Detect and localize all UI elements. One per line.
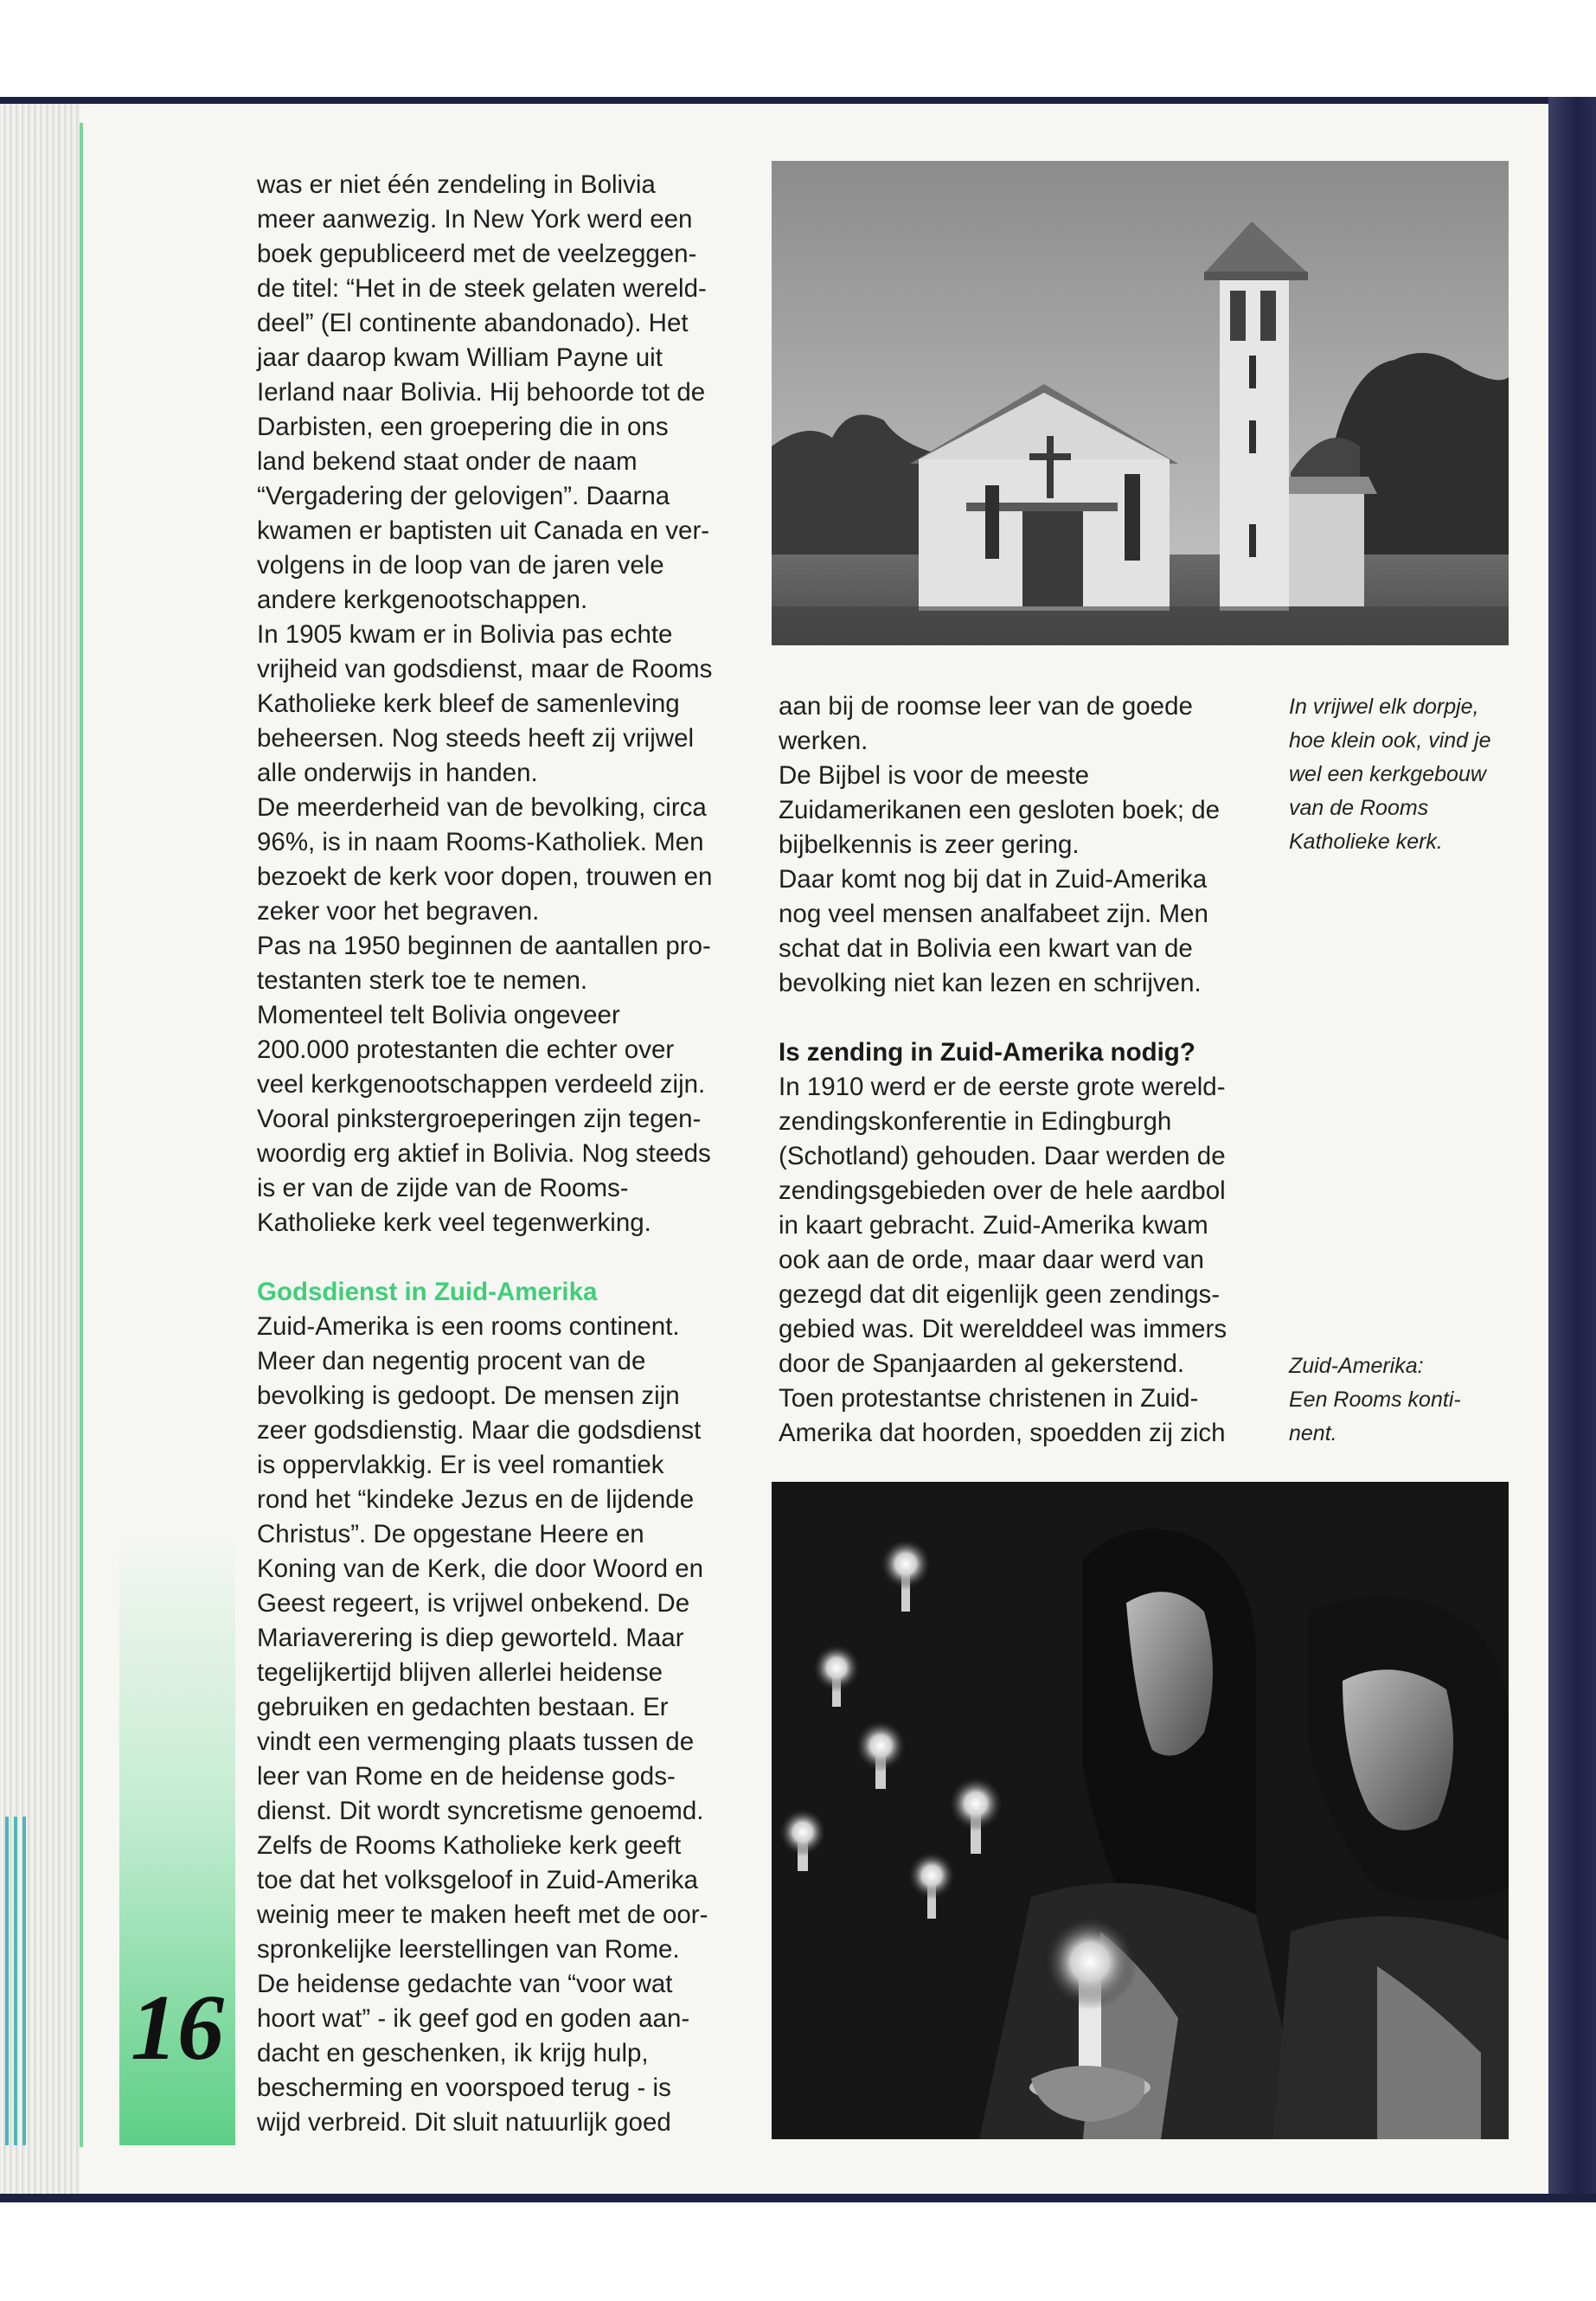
text-line: Zuidamerikanen een gesloten boek; de — [779, 796, 1221, 824]
text-line: Koning van de Kerk, die door Woord en — [257, 1554, 704, 1583]
text-line: beheersen. Nog steeds heeft zij vrijwel — [257, 724, 695, 753]
text-line: bezoekt de kerk voor dopen, trouwen en — [257, 862, 713, 891]
text-line: Katholieke kerk bleef de samenleving — [257, 689, 680, 718]
text-line: meer aanwezig. In New York werd een — [257, 205, 693, 234]
book-binding-right — [1548, 97, 1596, 2201]
text-line: is er van de zijde van de Rooms- — [257, 1174, 629, 1202]
text-line: In 1905 kwam er in Bolivia pas echte — [257, 620, 673, 649]
text-line: in kaart gebracht. Zuid-Amerika kwam — [779, 1211, 1208, 1240]
church-image — [772, 161, 1509, 645]
text-line: vindt een vermenging plaats tussen de — [257, 1727, 695, 1756]
text-line: wijd verbreid. Dit sluit natuurlijk goed — [257, 2108, 671, 2137]
paragraph — [257, 618, 724, 791]
book-binding-bottom — [0, 2194, 1596, 2202]
text-line: gezegd dat dit eigenlijk geen zendings- — [779, 1280, 1221, 1309]
text-line: De meerderheid van de bevolking, circa — [257, 793, 707, 822]
text-line: 96%, is in naam Rooms-Katholiek. Men — [257, 828, 704, 856]
text-line: In vrijwel elk dorpje, — [1289, 695, 1479, 719]
text-line: is oppervlakkig. Er is veel romantiek — [257, 1451, 664, 1479]
page-number: 16 — [131, 1977, 224, 2080]
text-line: zeer godsdienstig. Maar die godsdienst — [257, 1416, 702, 1445]
text-line: Zuid-Amerika: — [1289, 1354, 1424, 1378]
paragraph — [779, 1070, 1246, 1451]
text-line: Daar komt nog bij dat in Zuid-Amerika — [779, 865, 1208, 894]
text-line: “Vergadering der gelovigen”. Daarna — [257, 482, 670, 510]
text-line: Meer dan negentig procent van de — [257, 1347, 646, 1375]
text-line: gebruiken en gedachten bestaan. Er — [257, 1693, 669, 1721]
paragraph — [257, 1310, 724, 2140]
text-line: werken. — [779, 727, 869, 755]
text-line: De Bijbel is voor de meeste — [779, 761, 1090, 790]
middle-column — [779, 689, 1246, 1451]
text-line: bescherming en voorspoed terug - is — [257, 2073, 671, 2102]
caption-church — [1289, 690, 1490, 859]
text-line: door de Spanjaarden al gekerstend. — [779, 1349, 1185, 1378]
text-line: was er niet één zendeling in Bolivia — [257, 170, 656, 199]
text-line: Ierland naar Bolivia. Hij behoorde tot de — [257, 378, 706, 407]
text-line: Darbisten, een groepering die in ons — [257, 413, 669, 441]
text-line: tegelijkertijd blijven allerlei heidense — [257, 1658, 663, 1687]
text-line: bevolking niet kan lezen en schrijven. — [779, 969, 1202, 997]
text-line: gebied was. Dit werelddeel was immers — [779, 1315, 1227, 1343]
text-line: weinig meer te maken heeft met de oor- — [257, 1900, 708, 1929]
text-line: kwamen er baptisten uit Canada en ver- — [257, 516, 710, 545]
text-line: De heidense gedachte van “voor wat — [257, 1970, 673, 1998]
paragraph — [257, 998, 724, 1240]
text-line: zendingsgebieden over de hele aardbol — [779, 1176, 1226, 1205]
text-line: nog veel mensen analfabeet zijn. Men — [779, 900, 1208, 928]
paragraph — [257, 791, 724, 929]
text-line: alle onderwijs in handen. — [257, 759, 538, 787]
candles-image — [772, 1482, 1509, 2139]
text-line: bijbelkennis is zeer gering. — [779, 830, 1080, 859]
section-heading-zending: Is zending in Zuid-Amerika nodig? — [779, 1038, 1195, 1067]
text-line: Amerika dat hoorden, spoedden zij zich — [779, 1419, 1226, 1447]
text-line: zeker voor het begraven. — [257, 897, 540, 926]
text-line: nent. — [1289, 1421, 1337, 1445]
text-line: hoe klein ook, vind je — [1289, 728, 1491, 753]
text-line: spronkelijke leerstellingen van Rome. — [257, 1935, 680, 1964]
text-line: Toen protestantse christenen in Zuid- — [779, 1384, 1199, 1413]
text-line: Katholieke kerk veel tegenwerking. — [257, 1208, 651, 1237]
text-line: aan bij de roomse leer van de goede — [779, 692, 1193, 721]
text-line: Mariaverering is diep geworteld. Maar — [257, 1624, 684, 1652]
text-line: testanten sterk toe te nemen. — [257, 966, 588, 995]
text-line: dacht en geschenken, ik krijg hulp, — [257, 2039, 649, 2067]
text-line: Katholieke kerk. — [1289, 830, 1443, 854]
paragraph — [779, 689, 1246, 759]
edge-color-marks — [2, 1817, 31, 2145]
paragraph — [779, 862, 1246, 1001]
paragraph — [257, 168, 724, 618]
text-line: woordig erg aktief in Bolivia. Nog steeds — [257, 1139, 711, 1168]
text-line: boek gepubliceerd met de veelzeggen- — [257, 240, 697, 268]
text-line: Geest regeert, is vrijwel onbekend. De — [257, 1589, 690, 1618]
text-line: Vooral pinkstergroeperingen zijn tegen- — [257, 1105, 702, 1133]
text-line: van de Rooms — [1289, 796, 1429, 820]
section-heading-godsdienst: Godsdienst in Zuid-Amerika — [257, 1278, 598, 1306]
text-line: dienst. Dit wordt syncretisme genoemd. — [257, 1797, 704, 1825]
text-line: Zuid-Amerika is een rooms continent. — [257, 1312, 680, 1341]
text-line: veel kerkgenootschappen verdeeld zijn. — [257, 1070, 706, 1099]
scan-top-margin — [0, 0, 1596, 97]
candles-photo — [772, 1482, 1509, 2139]
church-photo — [772, 161, 1509, 645]
text-line: Een Rooms konti- — [1289, 1388, 1461, 1412]
green-margin-rule — [80, 123, 83, 2147]
text-line: Christus”. De opgestane Heere en — [257, 1520, 644, 1548]
text-line: andere kerkgenootschappen. — [257, 586, 588, 614]
paragraph — [257, 929, 724, 998]
text-line: de titel: “Het in de steek gelaten wereld- — [257, 274, 707, 303]
text-line: hoort wat” - ik geef god en goden aan- — [257, 2004, 690, 2033]
text-line: land bekend staat onder de naam — [257, 447, 638, 476]
book-binding-top — [0, 97, 1596, 104]
text-line: jaar daarop kwam William Payne uit — [257, 343, 663, 372]
text-line: rond het “kindeke Jezus en de lijdende — [257, 1485, 695, 1514]
paragraph — [779, 759, 1246, 862]
text-line: 200.000 protestanten die echter over — [257, 1035, 675, 1064]
text-line: bevolking is gedoopt. De mensen zijn — [257, 1381, 680, 1410]
caption-candles — [1289, 1349, 1461, 1451]
text-line: vrijheid van godsdienst, maar de Rooms — [257, 655, 713, 683]
left-column — [257, 168, 724, 2140]
text-line: (Schotland) gehouden. Daar werden de — [779, 1142, 1226, 1170]
text-line: schat dat in Bolivia een kwart van de — [779, 934, 1193, 963]
text-line: Momenteel telt Bolivia ongeveer — [257, 1001, 620, 1029]
text-line: volgens in de loop van de jaren vele — [257, 551, 664, 580]
text-line: toe dat het volksgeloof in Zuid-Amerika — [257, 1866, 698, 1894]
text-line: ook aan de orde, maar daar werd van — [779, 1246, 1204, 1274]
text-line: deel” (El continente abandonado). Het — [257, 309, 689, 337]
text-line: wel een kerkgebouw — [1289, 762, 1486, 786]
text-line: In 1910 werd er de eerste grote wereld- — [779, 1073, 1226, 1101]
text-line: Pas na 1950 beginnen de aantallen pro- — [257, 932, 711, 960]
text-line: zendingskonferentie in Edingburgh — [779, 1107, 1172, 1136]
text-line: Zelfs de Rooms Katholieke kerk geeft — [257, 1831, 682, 1860]
text-line: leer van Rome en de heidense gods- — [257, 1762, 676, 1791]
